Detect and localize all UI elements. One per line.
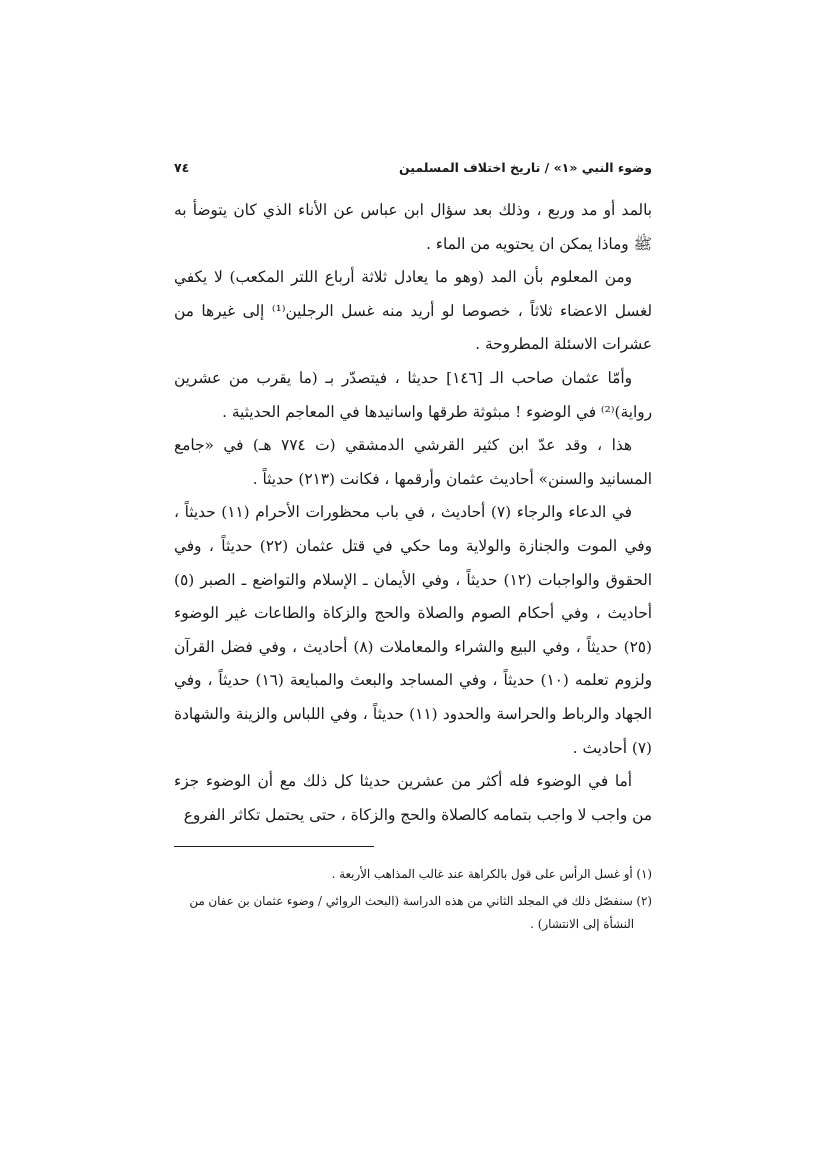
page-number: ٧٤ [174,160,190,175]
paragraph-2: ومن المعلوم بأن المد (وهو ما يعادل ثلاثة أرباع اللتر المكعب) لا يكفي لغسل الاعضاء ثلاثاً ، خصوصا لو أريد منه غسل الرجلين⁽¹⁾ إلى غيرها من عشرات الاسئلة المطروحة . [174,268,652,354]
footnotes [174,863,652,936]
footnote-2-line-1: (٢) سنفصّل ذلك في المجلد الثاني من هذه الدراسة (البحث الروائي / وضوء عثمان بن عفان من [189,894,652,909]
main-text [174,194,652,832]
footnote-2 [174,890,652,936]
running-header [174,150,652,186]
paragraph-6: أما في الوضوء فله أكثر من عشرين حديثا كل ذلك مع أن الوضوء جزء من واجب لا واجب بتمامه كالصلاة والحج والزكاة ، حتى يحتمل تكاثر الفروع [174,772,652,824]
footnote-2-line-2: النشأة إلى الانتشار) . [530,917,634,932]
footnote-1: (١) أو غسل الرأس على قول بالكراهة عند غالب المذاهب الأربعة . [331,867,652,882]
paragraph-5: في الدعاء والرجاء (٧) أحاديث ، في باب محظورات الأحرام (١١) حديثاً ، وفي الموت والجنازة والولاية وما حكي في قتل عثمان (٢٢) حديثاً ، وفي الحقوق والواجبات (١٢) حديثاً ، وفي الأيمان ـ الإسلام والتواضع ـ الصبر (٥) أحاديث ، وفي أحكام الصوم والصلاة والحج والزكاة والطاعات غير الوضوء (٢٥) حديثاً ، وفي البيع والشراء والمعاملات (٨) أحاديث ، وفي فضل القرآن ولزوم تعلمه (١٠) حديثاً ، وفي المساجد والبعث والمبايعة (١٦) حديثاً ، وفي الجهاد والرباط والحراسة والحدود (١١) حديثاً ، وفي اللباس والزينة والشهادة (٧) أحاديث . [174,503,653,757]
paragraph-4: هذا ، وقد عدّ ابن كثير القرشي الدمشقي (ت ٧٧٤ هـ) في «جامع المسانيد والسنن» أحاديث عثمان وأرقمها ، فكانت (٢١٣) حديثاً . [174,436,652,488]
running-title: وضوء النبي «١» / تاريخ اختلاف المسلمين [399,160,652,175]
paragraph-3: وأمّا عثمان صاحب الـ [١٤٦] حديثا ، فيتصدّر بـ (ما يقرب من عشرين رواية)⁽²⁾ في الوضوء ! مبثوثة طرقها واسانيدها في المعاجم الحديثية . [174,368,652,421]
paragraph-1: بالمد أو مد وربع ، وذلك بعد سؤال ابن عباس عن الأناء الذي كان يتوضأ به ﷺ وماذا يمكن ان يحتويه من الماء . [174,201,652,253]
book-page [174,150,652,940]
footnote-separator [174,846,374,847]
